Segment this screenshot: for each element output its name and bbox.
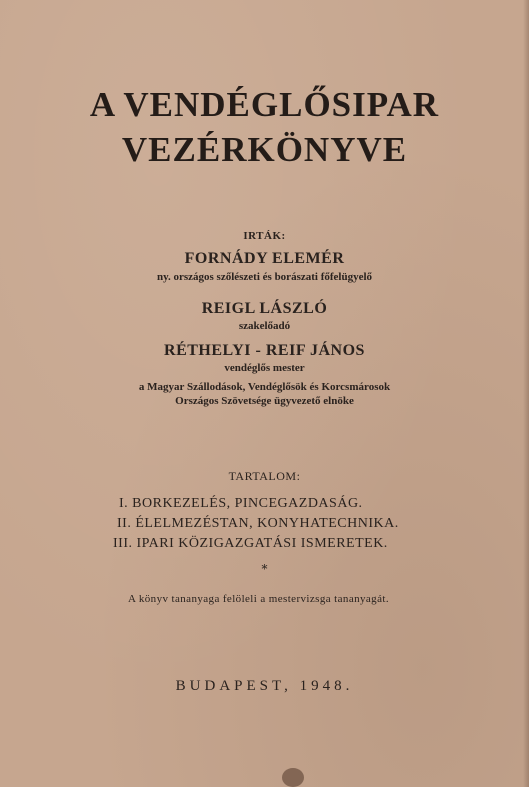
author-role-3: vendéglős mester <box>224 362 305 374</box>
contents-item-2: II. ÉLELMEZÉSTAN, KONYHATECHNIKA. <box>117 516 399 531</box>
contents-label: TARTALOM: <box>228 469 301 483</box>
imprint: BUDAPEST, 1948. <box>175 678 354 694</box>
contents-list <box>113 494 437 554</box>
ornament: * <box>261 562 268 576</box>
author-role-2: szakelőadó <box>238 320 291 332</box>
author-name-3: RÉTHELYI - REIF JÁNOS <box>164 342 365 359</box>
authors-label: IRTÁK: <box>243 230 286 242</box>
author-name-1: FORNÁDY ELEMÉR <box>184 250 345 267</box>
affiliation-line-1: a Magyar Szállodások, Vendéglősök és Korcsmárosok <box>138 381 391 393</box>
contents-item-3: III. IPARI KÖZIGAZGATÁSI ISMERETEK. <box>113 536 388 551</box>
title-line-2: VEZÉRKÖNYVE <box>121 130 408 169</box>
title-line-1: A VENDÉGLŐSIPAR <box>89 85 440 124</box>
contents-item-1: I. BORKEZELÉS, PINCEGAZDASÁG. <box>119 496 363 511</box>
author-name-2: REIGL LÁSZLÓ <box>201 300 328 317</box>
paper-stain <box>282 768 304 787</box>
affiliation-line-2: Országos Szövetsége ügyvezető elnöke <box>175 395 354 407</box>
note-text: A könyv tananyaga felöleli a mestervizsga tananyagát. <box>128 593 389 605</box>
author-role-1: ny. országos szőlészeti és borászati főfelügyelő <box>156 271 373 283</box>
